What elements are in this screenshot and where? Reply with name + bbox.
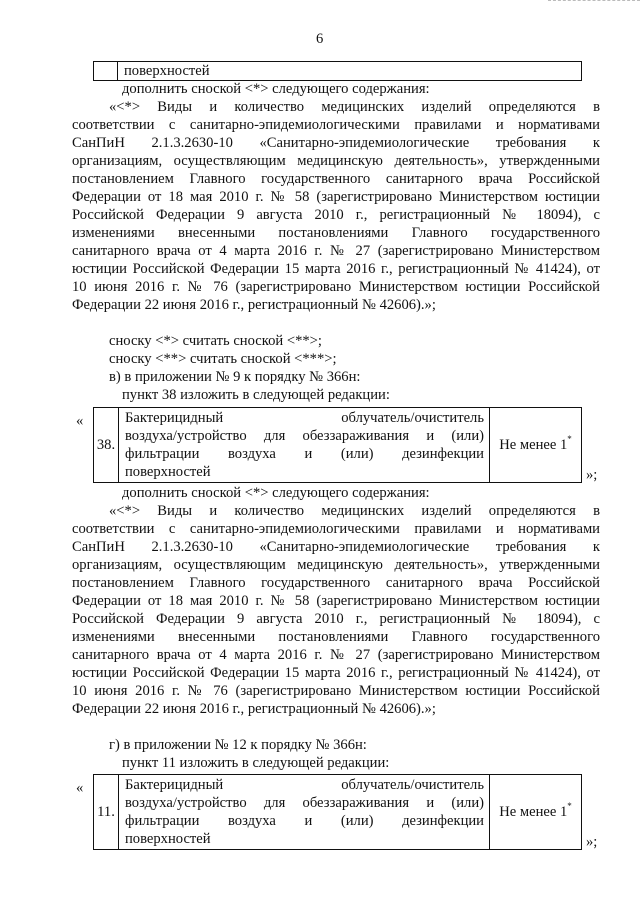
table2-description (119, 775, 490, 850)
paragraph-line: санитарного врача от 4 марта 2016 г. № 27 (зарегистрировано Министерством (72, 243, 600, 259)
item-v-heading: в) в приложении № 9 к порядку № 366н: (109, 369, 361, 385)
paragraph-line: юстиции Российской Федерации 15 марта 2016 г., регистрационный № 41424), от (72, 665, 600, 681)
top-table-fragment (93, 61, 582, 81)
item-v-point: пункт 38 изложить в следующей редакции: (122, 387, 390, 403)
table2-line: воздуха/устройство для обеззараживания и (или) (125, 795, 484, 811)
quantity-text: Не менее 1* (499, 801, 572, 820)
paragraph-line: 10 июня 2016 г. № 76 (зарегистрировано Министерством юстиции Российской (72, 279, 600, 295)
item-g-point: пункт 11 изложить в следующей редакции: (122, 755, 390, 771)
paragraph-line: соответствии с санитарно-эпидемиологическими правилами и нормативами (72, 521, 600, 537)
paragraph-line: Федерации от 18 мая 2010 г. № 58 (зарегистрировано Министерством юстиции (72, 593, 600, 609)
table1 (93, 407, 582, 483)
table1-line: поверхностей (125, 464, 211, 480)
table2-quantity (490, 775, 582, 850)
table2-line: Бактерицидный облучатель/очиститель (125, 777, 484, 793)
paragraph-line: постановлением Главного государственного санитарного врача Российской (72, 575, 600, 591)
block2-intro: дополнить сноской <*> следующего содержания: (122, 485, 430, 501)
paragraph-line: «<*> Виды и количество медицинских изделий определяются в (109, 99, 600, 115)
paragraph-line: организациям, осуществляющим медицинскую деятельность», утвержденными (72, 557, 600, 573)
page-number: 6 (316, 31, 324, 47)
paragraph-line: СанПиН 2.1.3.2630-10 «Санитарно-эпидемиологические требования к (72, 135, 600, 151)
table1-line: фильтрации воздуха и (или) дезинфекции (125, 446, 484, 462)
table1-open-quote: « (76, 413, 84, 429)
paragraph-line: организациям, осуществляющим медицинскую деятельность», утвержденными (72, 153, 600, 169)
table2-number: 11. (94, 775, 119, 850)
top-table-number-cell (94, 62, 118, 81)
table1-quantity (490, 408, 582, 483)
quantity-text: Не менее 1* (499, 434, 572, 453)
footnote-rename-2: сноску <**> считать сноской <***>; (109, 351, 337, 367)
paragraph-line: постановлением Главного государственного санитарного врача Российской (72, 171, 600, 187)
table1-number: 38. (94, 408, 119, 483)
paragraph-line: СанПиН 2.1.3.2630-10 «Санитарно-эпидемиологические требования к (72, 539, 600, 555)
paragraph-line: Федерации от 18 мая 2010 г. № 58 (зарегистрировано Министерством юстиции (72, 189, 600, 205)
table2-line: фильтрации воздуха и (или) дезинфекции (125, 813, 484, 829)
paragraph-line: санитарного врача от 4 марта 2016 г. № 27 (зарегистрировано Министерством (72, 647, 600, 663)
table1-close: »; (586, 467, 598, 483)
item-g-heading: г) в приложении № 12 к порядку № 366н: (109, 737, 367, 753)
paragraph-line: юстиции Российской Федерации 15 марта 2016 г., регистрационный № 41424), от (72, 261, 600, 277)
table1-line: воздуха/устройство для обеззараживания и (или) (125, 428, 484, 444)
table1-line: Бактерицидный облучатель/очиститель (125, 410, 484, 426)
table2-close: »; (586, 834, 598, 850)
footnote-rename-1: сноску <*> считать сноской <**>; (109, 333, 322, 349)
paragraph-line: Российской Федерации 9 августа 2010 г., регистрационный № 18094), с (72, 207, 600, 223)
table1-description (119, 408, 490, 483)
paragraph-line: соответствии с санитарно-эпидемиологическими правилами и нормативами (72, 117, 600, 133)
table2 (93, 774, 582, 850)
paragraph-line: Российской Федерации 9 августа 2010 г., регистрационный № 18094), с (72, 611, 600, 627)
paragraph-line: «<*> Виды и количество медицинских изделий определяются в (109, 503, 600, 519)
table2-line: поверхностей (125, 831, 211, 847)
top-edge-mark (548, 0, 640, 1)
top-table-text-cell: поверхностей (118, 62, 582, 81)
paragraph-last-line: Федерации 22 июня 2016 г., регистрационный № 42606).»; (72, 701, 436, 717)
table2-open-quote: « (76, 780, 84, 796)
paragraph-line: 10 июня 2016 г. № 76 (зарегистрировано Министерством юстиции Российской (72, 683, 600, 699)
paragraph-line: изменениями внесенными постановлениями Главного государственного (72, 225, 600, 241)
paragraph-line: изменениями внесенными постановлениями Главного государственного (72, 629, 600, 645)
paragraph-last-line: Федерации 22 июня 2016 г., регистрационный № 42606).»; (72, 297, 436, 313)
block1-intro: дополнить сноской <*> следующего содержания: (122, 81, 430, 97)
